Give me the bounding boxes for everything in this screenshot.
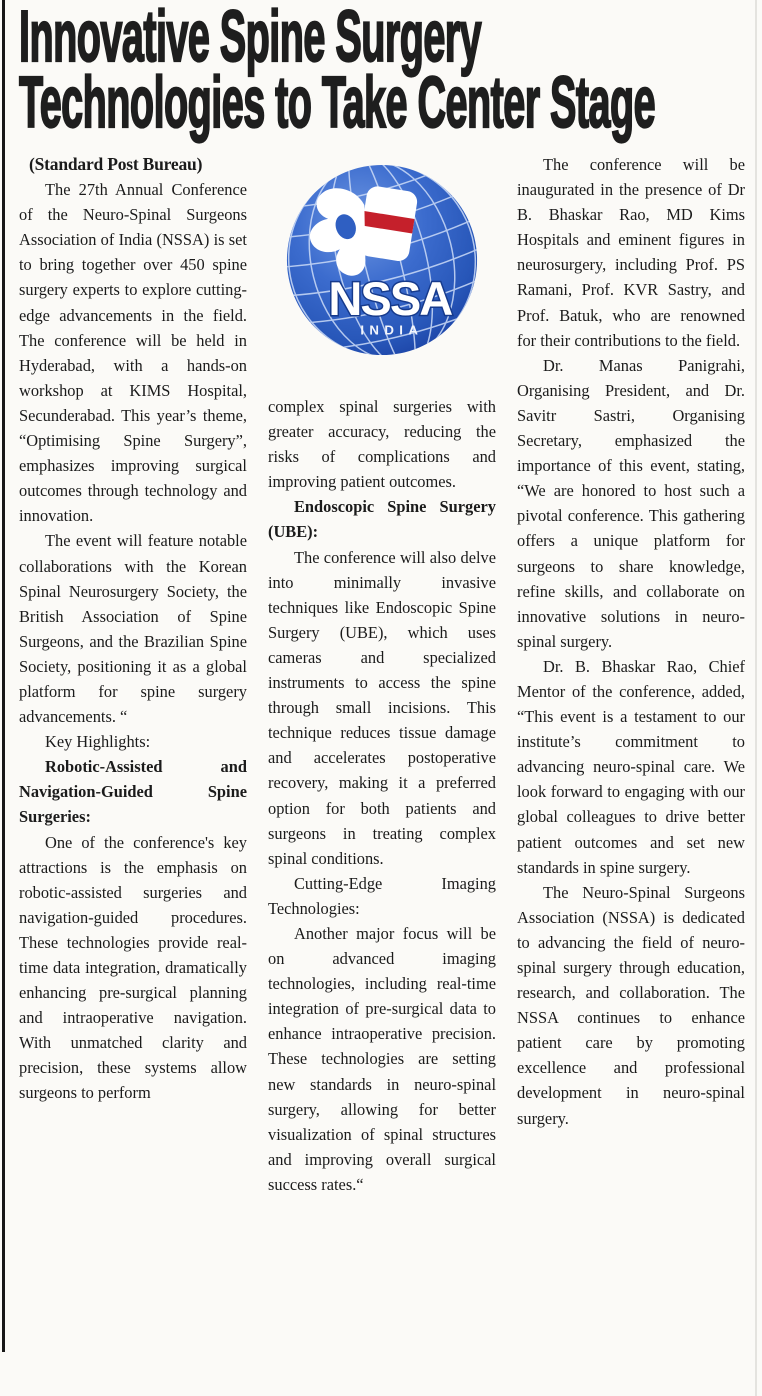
article-paragraph: One of the conference's key attractions is the emphasis on robotic-assisted surgeries and navigation-guided procedures. These technologies provide real-time data integration, dramatically enhancing pre-surgical planning and intraoperative navigation. With unmatched clarity and precision, these systems allow surgeons to perform [19,832,247,1103]
right-column-rule [755,0,757,1396]
article-paragraph: Key Highlights: [45,732,151,752]
article-body [19,152,745,1394]
section-heading: Endoscopic Spine Surgery (UBE): [268,497,496,542]
section-heading: Robotic-Assisted and Navigation-Guided Spine Surgeries: [19,757,247,827]
byline: (Standard Post Bureau) [29,154,203,174]
article-paragraph: The Neuro-Spinal Surgeons Association (NSSA) is dedicated to advancing the field of neuro-spinal surgery through education, research, and collaboration. The NSSA continues to enhance patient care by promoting excellence and professional development in neuro-spinal surgery. [517,882,745,1128]
article-paragraph: Cutting-Edge Imaging Technologies: [268,873,496,918]
nssa-logo [284,160,480,360]
article-paragraph: The event will feature notable collaborations with the Korean Spinal Neurosurgery Society, the British Association of Spine Surgeons, and the Brazilian Spine Society, positioning it as a global platform for spine surgery advancements. “ [19,531,247,727]
headline-line-1: Innovative Spine Surgery [19,0,482,77]
left-column-rule [2,0,5,1352]
article-paragraph: complex spinal surgeries with greater accuracy, reducing the risks of complications and improving patient outcomes. [268,397,496,492]
column-3 [517,152,745,1394]
column-2 [268,152,496,1394]
article-headline [19,0,762,143]
logo-org-text: NSSA [328,271,452,325]
article-paragraph: Another major focus will be on advanced imaging technologies, including real-time integration of pre-surgical data to enhance intraoperative precision. These technologies are setting new standards in neuro-spinal surgery, allowing for better visualization of spinal structures and improving overall surgical success rates.“ [268,923,496,1194]
article-paragraph: Dr. B. Bhaskar Rao, Chief Mentor of the conference, added, “This event is a testament to our institute’s commitment to advancing neuro-spinal care. We look forward to engaging with our global colleagues to drive better patient outcomes and set new standards in spine surgery. [517,656,745,877]
article-paragraph: The conference will be inaugurated in the presence of Dr B. Bhaskar Rao, MD Kims Hospitals and eminent figures in neurosurgery, including Prof. PS Ramani, Prof. KVR Sastry, and Prof. Batuk, who are renowned for their contributions to the field. [517,155,745,350]
logo-country-text: INDIA [360,322,424,338]
article-paragraph: Dr. Manas Panigrahi, Organising President, and Dr. Savitr Sastri, Organising Secretary, emphasized the importance of this event, stating, “We are honored to host such a pivotal conference. This gathering offers a unique platform for surgeons to share knowledge, refine skills, and collaborate on innovative solutions in neuro-spinal surgery. [517,355,745,651]
article-paragraph: The conference will also delve into minimally invasive techniques like Endoscopic Spine Surgery (UBE), which uses cameras and specialized instruments to access the spine through small incisions. This technique reduces tissue damage and accelerates postoperative recovery, making it a preferred option for both patients and surgeons in treating complex spinal conditions. [268,547,496,868]
headline-line-2: Technologies to Take Center Stage [19,63,656,143]
article-paragraph: The 27th Annual Conference of the Neuro-Spinal Surgeons Association of India (NSSA) is set to bring together over 450 spine surgery experts to explore cutting-edge advancements in the field. The conference will be held in Hyderabad, with a hands-on workshop at KIMS Hospital, Secunderabad. This year’s theme, “Optimising Spine Surgery”, emphasizes improving surgical outcomes through technology and innovation. [19,180,247,526]
column-1 [19,152,247,1394]
